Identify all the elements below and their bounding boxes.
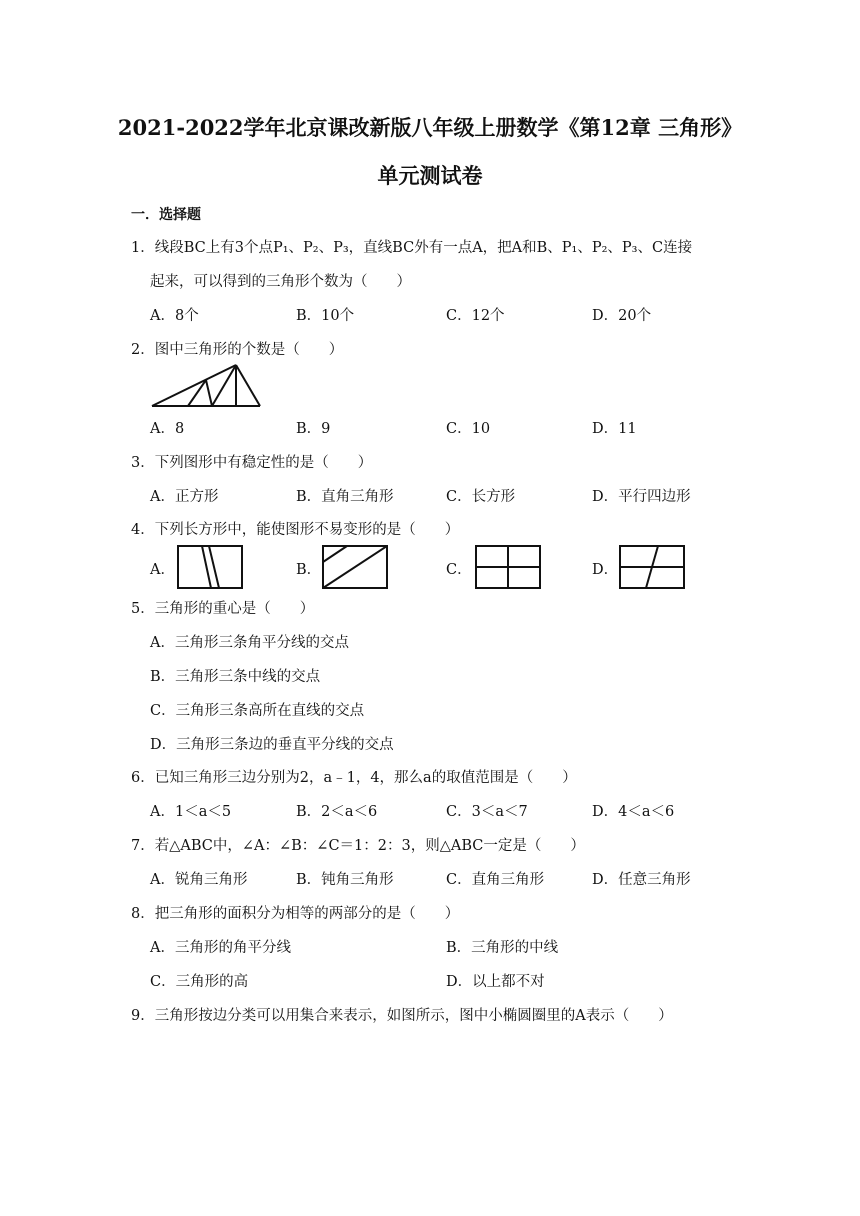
page-subtitle: 单元测试卷 (377, 163, 483, 188)
q1-option-a: A．8个 (150, 308, 199, 324)
question-6: 6．已知三角形三边分别为2，a﹣1，4，那么a的取值范围是（ ） (131, 770, 577, 786)
q4-label-b: B． (296, 562, 322, 578)
q3-option-d: D．平行四边形 (592, 489, 691, 505)
q1-option-d: D．20个 (592, 308, 652, 324)
question-8: 8．把三角形的面积分为相等的两部分的是（ ） (131, 906, 460, 922)
section-heading: 一．选择题 (131, 207, 201, 223)
question-4: 4．下列长方形中，能使图形不易变形的是（ ） (131, 522, 460, 538)
q5-option-a: A．三角形三条角平分线的交点 (150, 635, 349, 651)
q8-option-d: D．以上都不对 (446, 974, 545, 990)
q8-option-c: C．三角形的高 (150, 974, 249, 990)
rectangle-figure-a (176, 544, 244, 590)
q7-option-c: C．直角三角形 (446, 872, 545, 888)
question-5: 5．三角形的重心是（ ） (131, 601, 315, 617)
q3-option-a: A．正方形 (150, 489, 219, 505)
triangle-count-figure (148, 361, 264, 409)
q7-option-a: A．锐角三角形 (150, 872, 248, 888)
q2-option-c: C．10 (446, 421, 491, 437)
q4-label-a: A． (150, 562, 175, 578)
q5-option-c: C．三角形三条高所在直线的交点 (150, 703, 365, 719)
q6-option-b: B．2＜a＜6 (296, 804, 378, 820)
rectangle-figure-b (321, 544, 389, 590)
q4-label-c: C． (446, 562, 472, 578)
q4-label-d: D． (592, 562, 619, 578)
question-1-continued: 起来，可以得到的三角形个数为（ ） (150, 274, 411, 290)
q6-option-c: C．3＜a＜7 (446, 804, 528, 820)
question-1: 1．线段BC上有3个点P₁、P₂、P₃，直线BC外有一点A，把A和B、P₁、P₂、P₃、C连接 (131, 240, 693, 256)
q6-option-d: D．4＜a＜6 (592, 804, 675, 820)
q7-option-b: B．钝角三角形 (296, 872, 394, 888)
rectangle-figure-d (618, 544, 686, 590)
page-title: 2021-2022学年北京课改新版八年级上册数学《第12章 三角形》 (117, 115, 743, 140)
question-3: 3．下列图形中有稳定性的是（ ） (131, 455, 373, 471)
q8-option-b: B．三角形的中线 (446, 940, 559, 956)
q6-option-a: A．1＜a＜5 (150, 804, 232, 820)
question-9: 9．三角形按边分类可以用集合来表示，如图所示，图中小椭圆圈里的A表示（ ） (131, 1008, 673, 1024)
question-7: 7．若△ABC中，∠A：∠B：∠C＝1：2：3，则△ABC一定是（ ） (131, 838, 585, 854)
q1-option-b: B．10个 (296, 308, 355, 324)
q3-option-c: C．长方形 (446, 489, 516, 505)
q2-option-b: B．9 (296, 421, 331, 437)
q7-option-d: D．任意三角形 (592, 872, 691, 888)
q2-option-d: D．11 (592, 421, 637, 437)
q8-option-a: A．三角形的角平分线 (150, 940, 291, 956)
q1-option-c: C．12个 (446, 308, 505, 324)
q3-option-b: B．直角三角形 (296, 489, 394, 505)
q5-option-b: B．三角形三条中线的交点 (150, 669, 321, 685)
q2-option-a: A．8 (150, 421, 185, 437)
question-2: 2．图中三角形的个数是（ ） (131, 342, 344, 358)
q5-option-d: D．三角形三条边的垂直平分线的交点 (150, 737, 394, 753)
rectangle-figure-c (474, 544, 542, 590)
